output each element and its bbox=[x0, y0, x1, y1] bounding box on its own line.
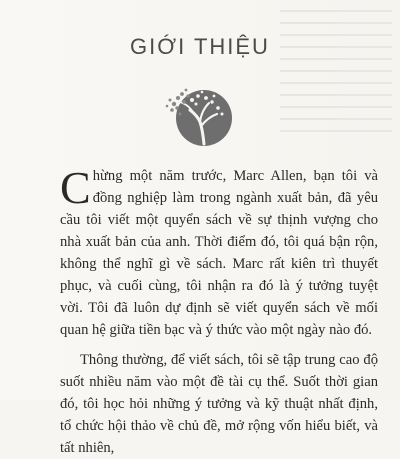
paragraph-2 bbox=[60, 349, 378, 459]
show-through-text bbox=[280, 0, 400, 160]
chapter-title: GIỚI THIỆU bbox=[130, 34, 270, 59]
tree-icon bbox=[164, 82, 236, 154]
paragraph-2-text: Thông thường, để viết sách, tôi sẽ tập trung cao độ suốt nhiều năm vào một đề tài cụ thể. Suốt thời gian đó, tôi học hỏi những ý tưởng và kỹ thuật nhất định, tổ chức hội thảo về chủ đề, mở rộng vốn hiểu biết, và tất nhiên, bbox=[60, 352, 378, 456]
paragraph-1 bbox=[60, 162, 378, 341]
chapter-body bbox=[60, 162, 378, 459]
paragraph-1-text: hừng một năm trước, Marc Allen, bạn tôi và đồng nghiệp làm trong ngành xuất bản, đã yêu cầu tôi viết một quyển sách về sự thịnh vượng cho nhà xuất bản của anh. Thời điểm đó, tôi quá bận rộn, không thể nghĩ gì về sách. Marc rất kiên trì thuyết phục, và cuối cùng, tôi nhận ra đó là ý tưởng tuyệt vời. Tôi đã luôn dự định sẽ viết quyển sách về mối quan hệ giữa tiền bạc và ý thức vào một ngày nào đó. bbox=[60, 168, 378, 338]
drop-cap: C bbox=[60, 162, 91, 213]
